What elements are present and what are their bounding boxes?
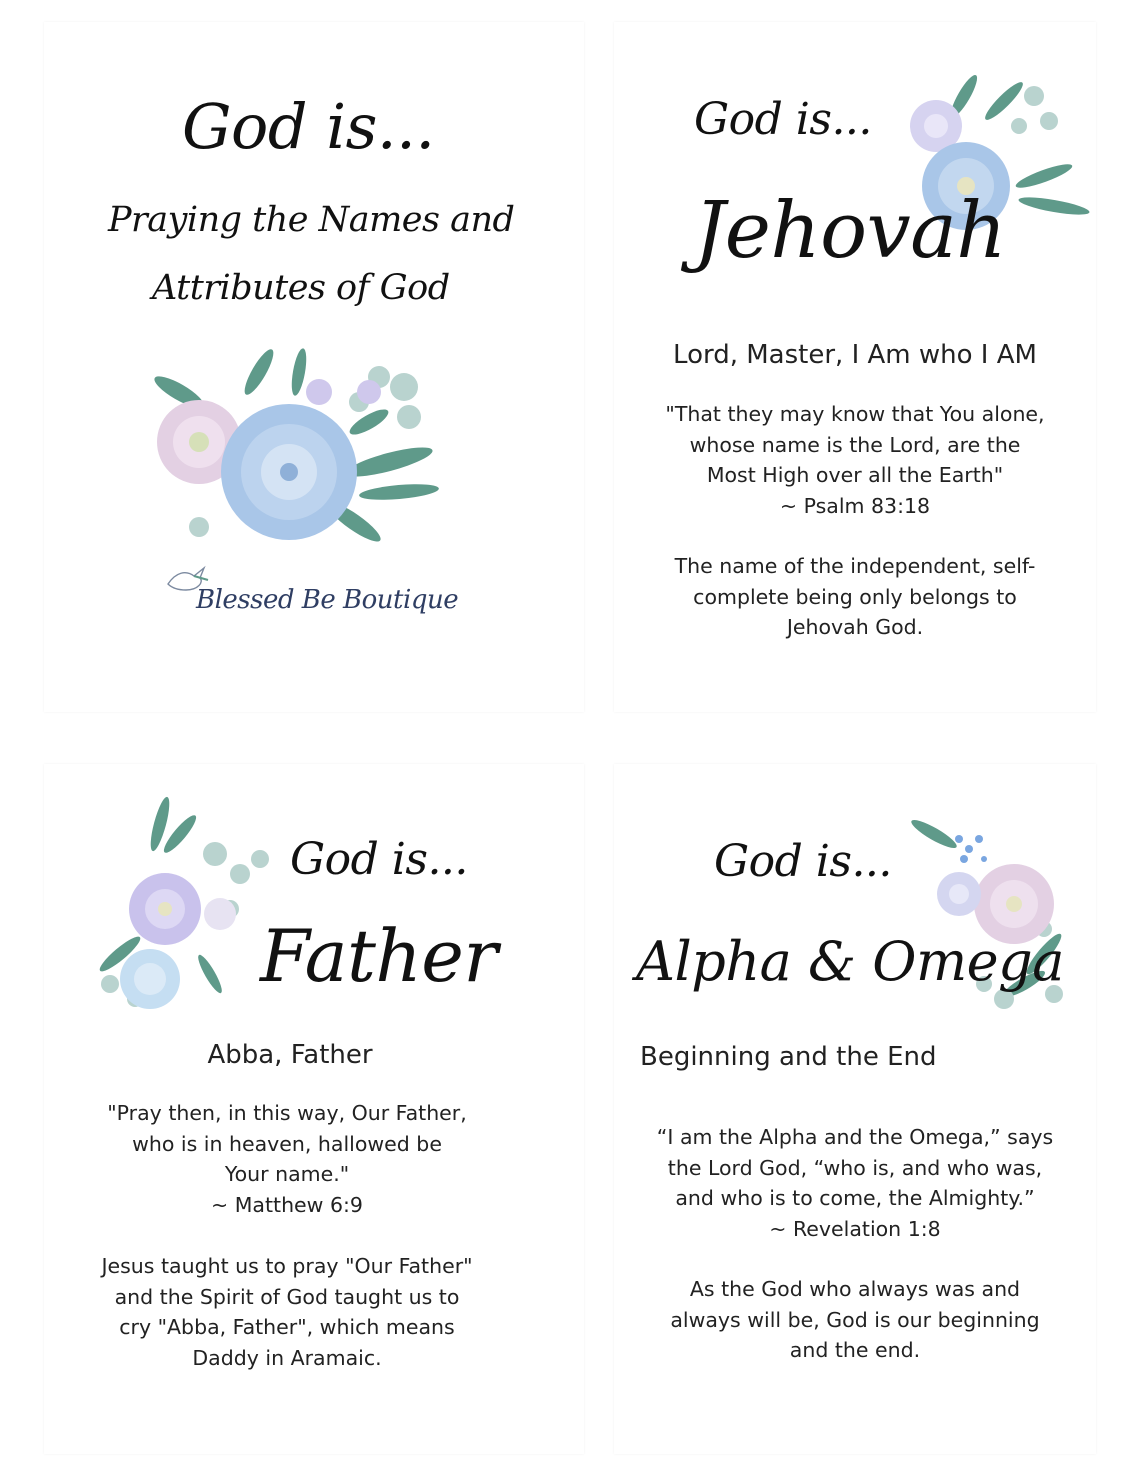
card-meaning-text: Beginning and the End (640, 1042, 937, 1072)
verse-line: "That they may know that You alone, (665, 402, 1045, 426)
verse-line: the Lord God, “who is, and who was, (667, 1155, 1043, 1180)
note-line: As the God who always was and (689, 1277, 1021, 1301)
verse-reference: ~ Revelation 1:8 (769, 1216, 941, 1241)
verse-line: and who is to come, the Almighty.” (675, 1186, 1035, 1210)
cover-subtitle-line-2: Attributes of God (152, 268, 450, 308)
cover-subtitle-line-1: Praying the Names and (108, 200, 515, 240)
floral-corner-icon (80, 794, 280, 1009)
card-verse (614, 399, 1096, 521)
verse-line: Most High over all the Earth" (706, 463, 1004, 487)
alpha-omega-card (614, 764, 1096, 1454)
card-note (614, 1274, 1096, 1366)
note-line: Jehovah God. (786, 615, 924, 639)
cover-card (44, 22, 584, 712)
note-line: Jesus taught us to pray "Our Father" (101, 1254, 473, 1278)
verse-reference: ~ Psalm 83:18 (779, 493, 931, 518)
note-line: and the Spirit of God taught us to (114, 1284, 460, 1309)
card-title: God is... (694, 94, 872, 145)
card-meaning: Lord, Master, I Am who I AM (673, 340, 1037, 370)
jehovah-card (614, 22, 1096, 712)
note-line: The name of the independent, self- (674, 554, 1036, 578)
card-verse (44, 1098, 530, 1220)
logo-wordmark: Blessed Be Boutique (196, 585, 459, 615)
note-line: complete being only belongs to (693, 584, 1017, 609)
verse-line: "Pray then, in this way, Our Father, (107, 1101, 467, 1125)
card-name: Alpha & Omega (636, 930, 1064, 993)
card-note (614, 551, 1096, 643)
card-verse (614, 1122, 1096, 1244)
card-note (44, 1251, 530, 1373)
verse-line: who is in heaven, hallowed be (132, 1131, 442, 1156)
note-line: always will be, God is our beginning (670, 1307, 1040, 1332)
verse-line: Your name." (224, 1162, 350, 1186)
note-line: Daddy in Aramaic. (192, 1345, 382, 1370)
note-line: cry "Abba, Father", which means (119, 1315, 455, 1339)
card-title: God is... (714, 836, 892, 887)
card-meaning: Abba, Father (207, 1040, 373, 1070)
verse-line: “I am the Alpha and the Omega,” says (656, 1125, 1054, 1149)
verse-line: whose name is the Lord, are the (689, 432, 1021, 457)
card-meaning (640, 1042, 937, 1072)
note-line: and the end. (789, 1338, 921, 1362)
father-card (44, 764, 584, 1454)
cover-title: God is... (182, 90, 435, 163)
card-title: God is... (290, 834, 468, 885)
card-name: Father (260, 914, 498, 998)
card-name: Jehovah (694, 186, 1006, 276)
floral-bouquet-icon (139, 332, 449, 572)
verse-reference: ~ Matthew 6:9 (211, 1192, 363, 1217)
